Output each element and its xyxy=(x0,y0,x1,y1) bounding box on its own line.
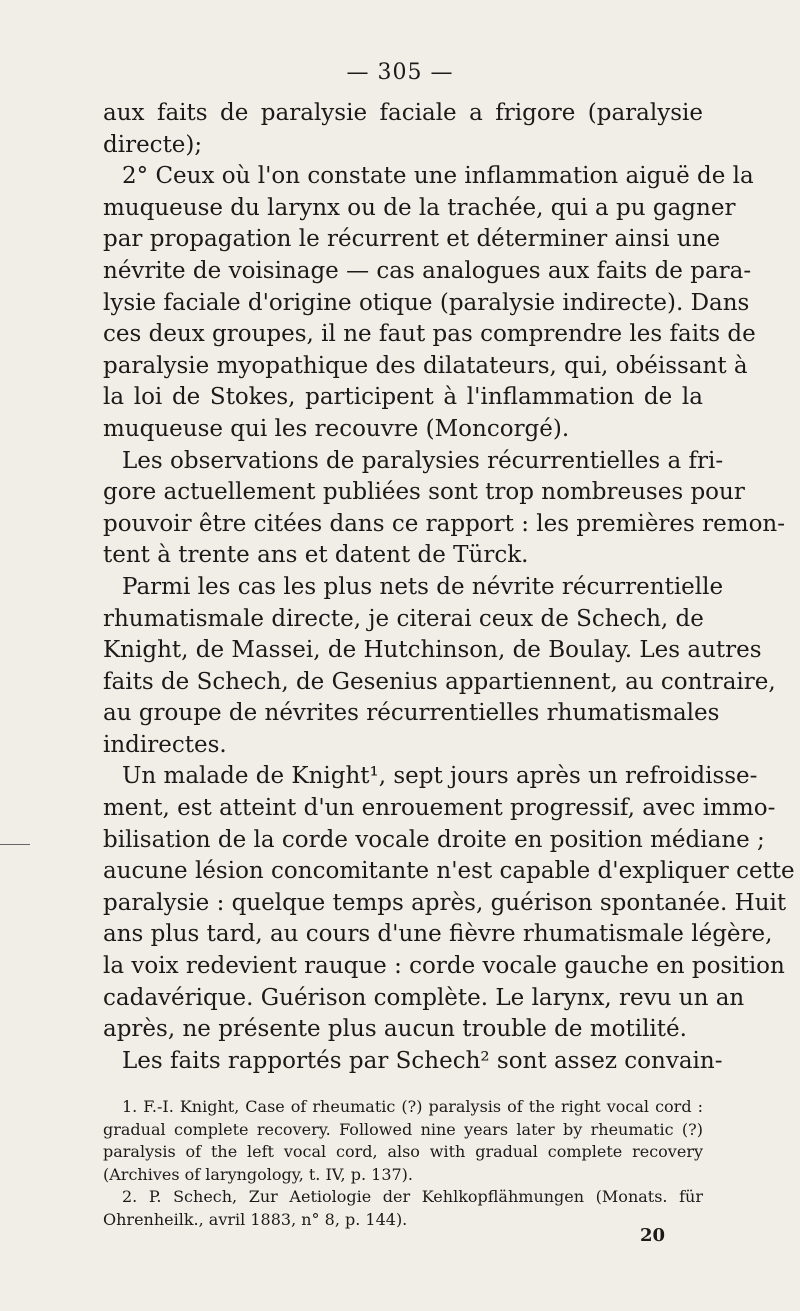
text-line: lysie faciale d'origine otique (paralysie indirecte). Dans xyxy=(103,289,750,316)
footnote-line: paralysis of the left vocal cord, also with gradual complete recovery xyxy=(103,1142,703,1161)
footnotes xyxy=(103,1096,703,1231)
text-line: 2° Ceux où l'on constate une inflammation aiguë de la xyxy=(122,163,754,190)
running-header: — 305 — xyxy=(346,60,454,85)
text-line: ans plus tard, au cours d'une fièvre rhumatismale légère, xyxy=(103,921,773,948)
body-text xyxy=(103,98,795,1077)
text-line: la voix redevient rauque : corde vocale gauche en position xyxy=(103,953,785,980)
text-line: Parmi les cas les plus nets de névrite récurrentielle xyxy=(122,573,724,600)
footnote-line: 2. P. Schech, Zur Aetiologie der Kehlkopflähmungen (Monats. für xyxy=(122,1187,703,1206)
text-line: névrite de voisinage — cas analogues aux faits de para- xyxy=(103,257,752,284)
footnote-line: (Archives of laryngology, t. IV, p. 137). xyxy=(103,1164,414,1184)
text-line: rhumatismale directe, je citerai ceux de Schech, de xyxy=(103,605,704,632)
text-line: aucune lésion concomitante n'est capable d'expliquer cette xyxy=(103,858,795,885)
footnote-line: 1. F.-I. Knight, Case of rheumatic (?) paralysis of the right vocal cord : xyxy=(122,1097,703,1116)
text-line: tent à trente ans et datent de Türck. xyxy=(103,542,529,569)
text-line: paralysie : quelque temps après, guérison spontanée. Huit xyxy=(103,889,787,916)
text-line: paralysie myopathique des dilatateurs, qui, obéissant à xyxy=(103,352,748,379)
margin-mark xyxy=(0,844,30,845)
text-line: directe); xyxy=(103,131,203,158)
text-line: bilisation de la corde vocale droite en position médiane ; xyxy=(103,826,765,853)
text-line: pouvoir être citées dans ce rapport : les premières remon- xyxy=(103,510,786,537)
text-line: faits de Schech, de Gesenius appartiennent, au contraire, xyxy=(103,668,776,695)
text-line: Un malade de Knight¹, sept jours après un refroidisse- xyxy=(122,763,758,790)
text-line: gore actuellement publiées sont trop nombreuses pour xyxy=(103,479,745,506)
footnote-line: gradual complete recovery. Followed nine years later by rheumatic (?) xyxy=(103,1119,703,1139)
text-line: cadavérique. Guérison complète. Le larynx, revu un an xyxy=(103,984,745,1011)
text-line: ment, est atteint d'un enrouement progressif, avec immo- xyxy=(103,795,776,822)
text-line: Les observations de paralysies récurrentielles a fri- xyxy=(122,447,724,474)
text-line: muqueuse du larynx ou de la trachée, qui a pu gagner xyxy=(103,194,736,221)
text-line: au groupe de névrites récurrentielles rhumatismales xyxy=(103,700,720,727)
text-line: indirectes. xyxy=(103,731,227,758)
text-line: aux faits de paralysie faciale a frigore (paralysie xyxy=(103,100,703,126)
text-line: ces deux groupes, il ne faut pas comprendre les faits de xyxy=(103,321,756,348)
page-number: 20 xyxy=(640,1225,666,1246)
text-line: après, ne présente plus aucun trouble de motilité. xyxy=(103,1016,687,1043)
text-line: Les faits rapportés par Schech² sont assez convain- xyxy=(122,1047,723,1074)
text-line: Knight, de Massei, de Hutchinson, de Boulay. Les autres xyxy=(103,637,762,664)
text-line: la loi de Stokes, participent à l'inflammation de la xyxy=(103,384,703,411)
text-line: muqueuse qui les recouvre (Moncorgé). xyxy=(103,415,570,442)
text-line: par propagation le récurrent et déterminer ainsi une xyxy=(103,226,721,253)
footnote-line: Ohrenheilk., avril 1883, n° 8, p. 144). xyxy=(103,1209,408,1229)
